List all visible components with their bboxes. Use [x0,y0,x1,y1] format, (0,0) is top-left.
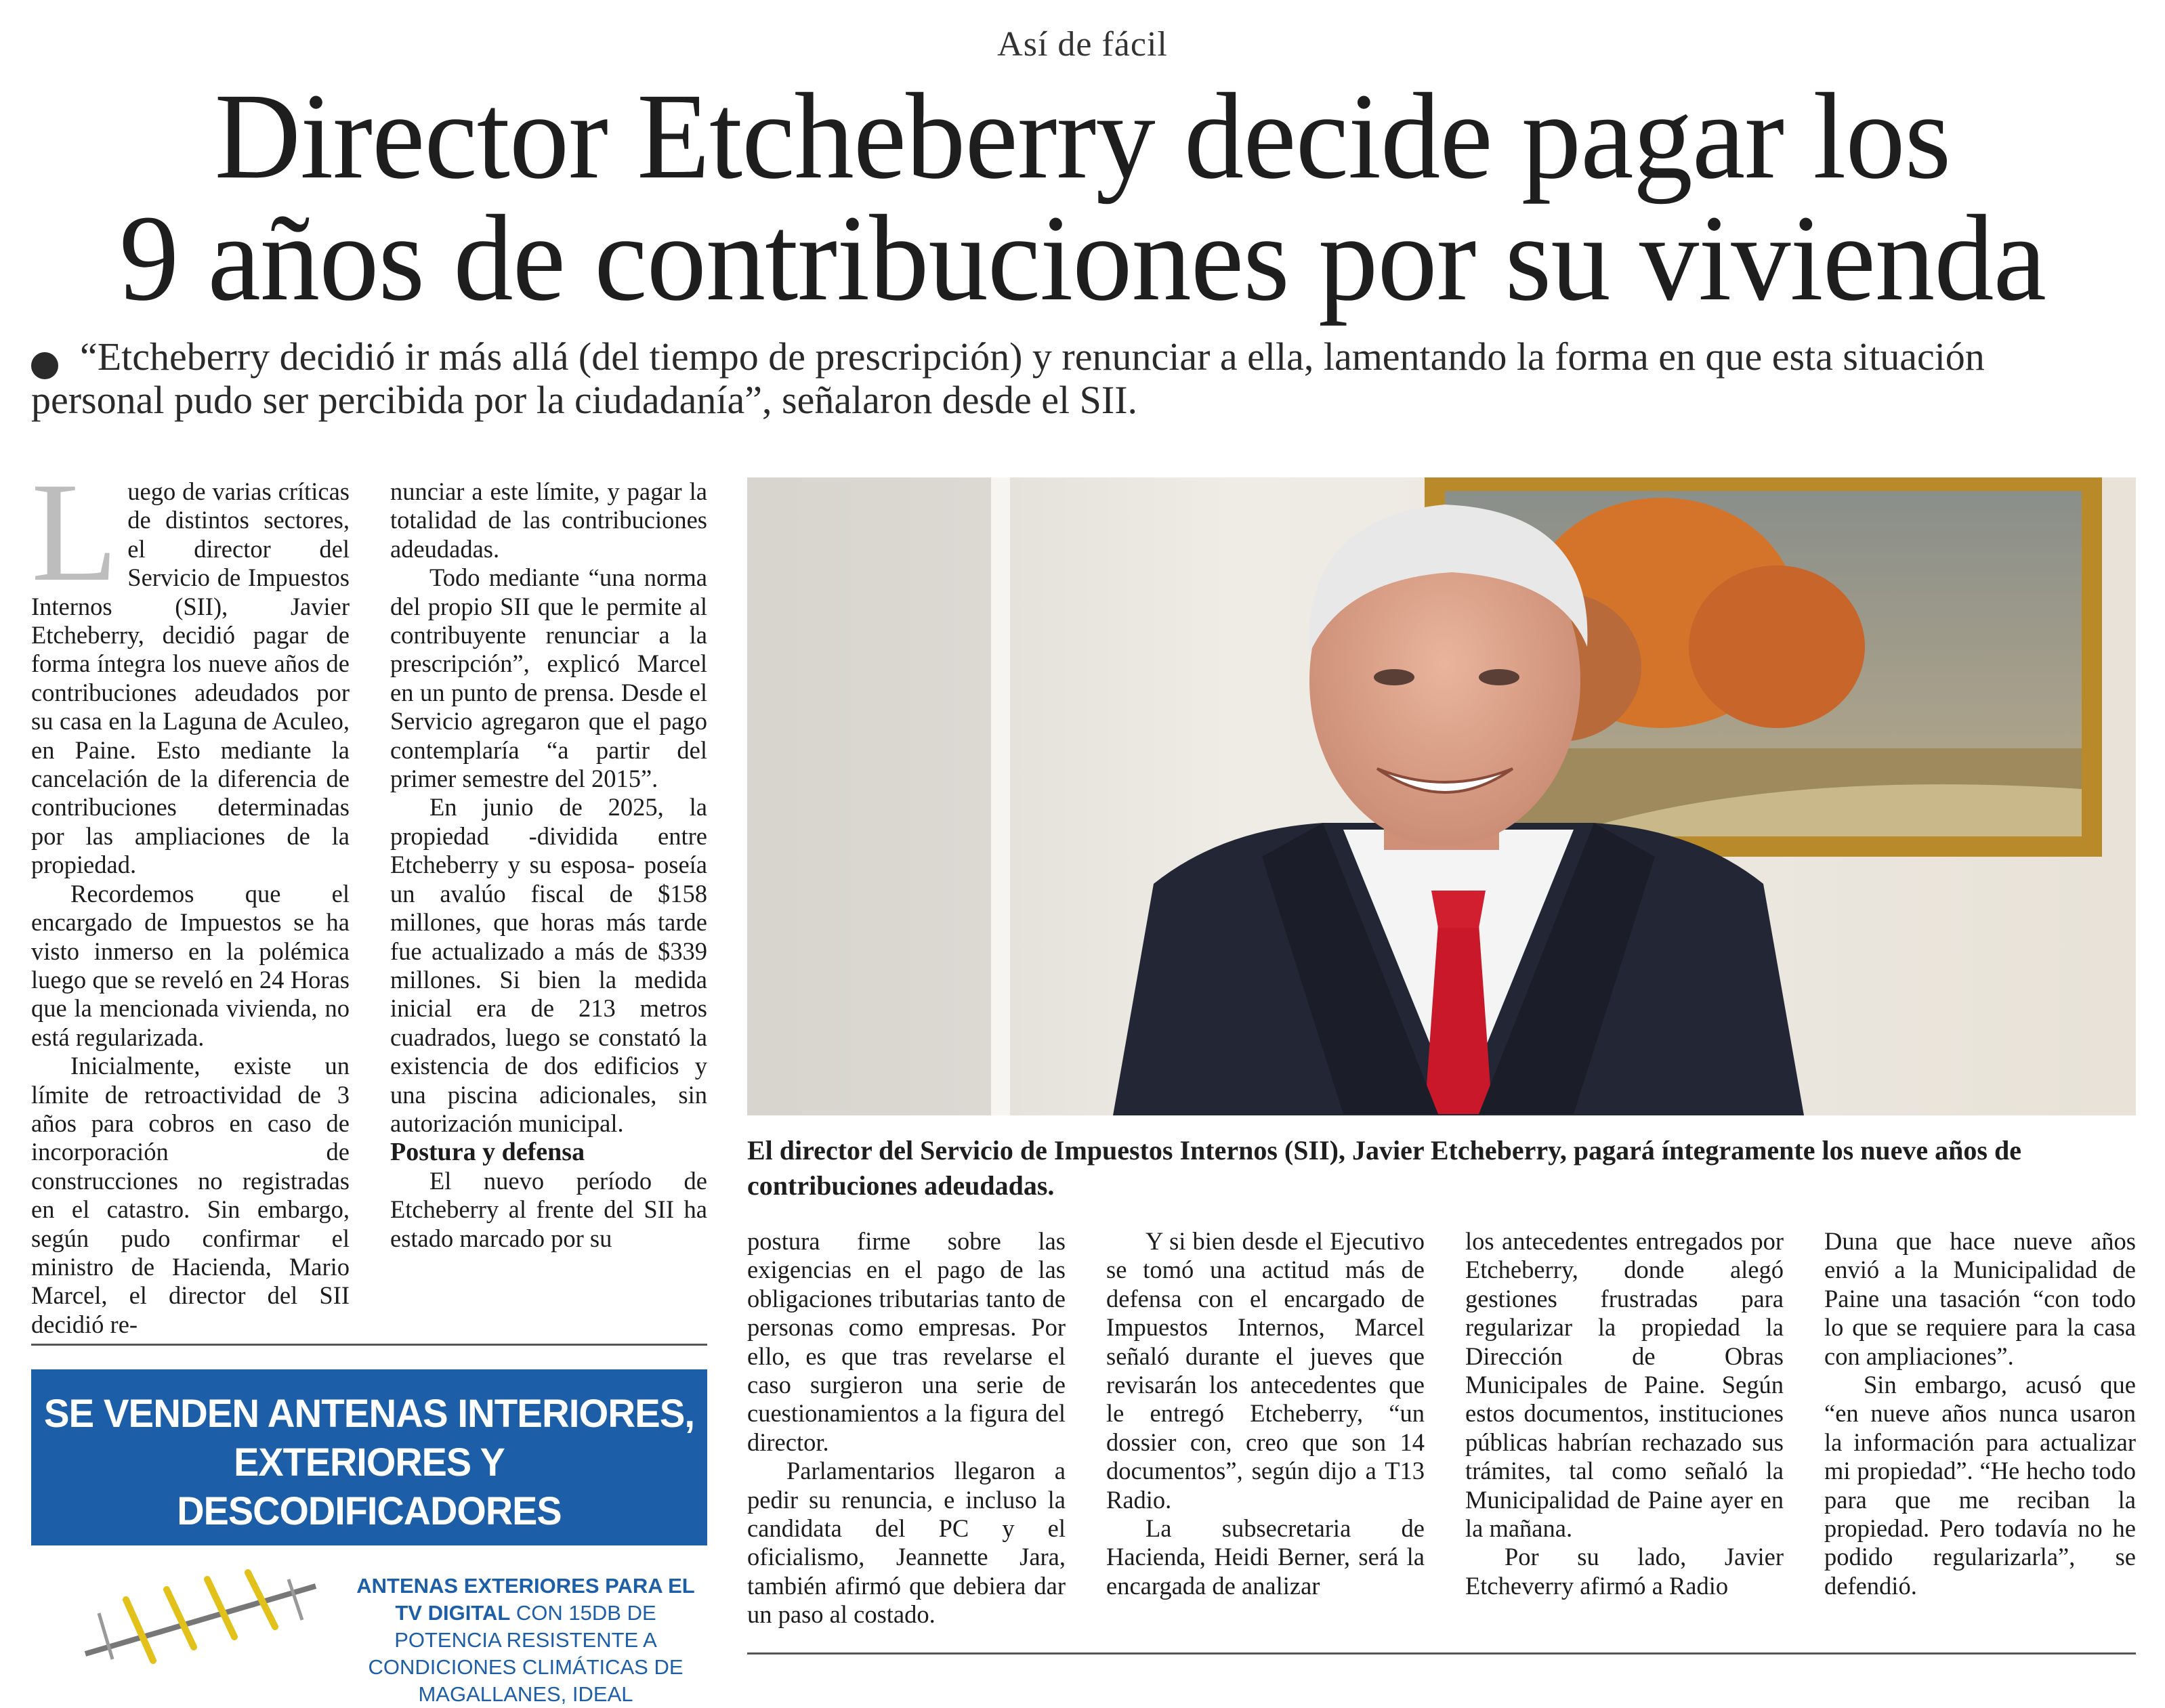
paragraph: Recordemos que el encargado de Impuestos se ha visto inmerso en la polémica luego que se reveló en 24 Horas que la mencionada vivienda, no está regularizada. [31,879,350,1051]
ad-body-bold: ANTENAS EXTERIORES PARA EL TV DIGITAL [356,1574,695,1625]
antenna-icon [72,1573,329,1661]
paragraph: Por su lado, Javier Etcheverry afirmó a Radio [1465,1543,1784,1600]
headline-line-1: Director Etcheberry decide pagar los [214,68,1951,205]
subheading: Postura y defensa [390,1138,585,1167]
article-column-1 [31,454,350,1339]
paragraph: nunciar a este límite, y pagar la totalidad de las contribuciones adeudadas. [390,477,707,563]
ad-body [350,1573,702,1708]
paragraph: uego de varias críticas de distintos sectores, el director del Servicio de Impuestos Internos (SII), Javier Etcheberry, decidió pagar de forma íntegra los nueve años de contribuciones adeudados por su casa en la Laguna de Aculeo, en Paine. Esto mediante la cancelación de la diferencia de contribuciones determinadas por las ampliaciones de la propiedad. [31,477,350,879]
article-column-3 [747,1227,1066,1629]
ad-headline-line: PARA VER TV DIGITAL [163,1538,576,1582]
headline [0,68,2165,326]
paragraph: Parlamentarios llegaron a pedir su renuncia, e incluso la candidata del PC y el oficialismo, Jeannette Jara, también afirmó que debiera dar un paso al costado. [747,1457,1066,1629]
article-photo [747,477,2136,1115]
deck-text: “Etcheberry decidió ir más allá (del tiempo de prescripción) y renunciar a ella, lamentando la forma en que esta situación personal pudo ser percibida por la ciudadanía”, señalaron desde el SII. [31,335,1985,422]
drop-cap: L [31,454,119,611]
paragraph: En junio de 2025, la propiedad -dividida entre Etcheberry y su esposa- poseía un avalúo fiscal de $158 millones, que horas más tarde fue actualizado a más de $339 millones. Si bien la medida inicial era de 213 metros cuadrados, luego se constató la existencia de dos edificios y una piscina adicionales, sin autorización municipal. [390,793,707,1137]
divider [747,1652,2136,1654]
paragraph: Todo mediante “una norma del propio SII que le permite al contribuyente renunciar a la prescripción”, explicó Marcel en un punto de prensa. Desde el Servicio agregaron que el pago contemplaría “a partir del primer semestre del 2015”. [390,563,707,793]
paragraph: Sin embargo, acusó que “en nueve años nunca usaron la información para actualizar mi propiedad”. “He hecho todo para que me reciban la propiedad. Pero todavía no he podido regularizarla”, se defendió. [1824,1371,2136,1600]
photo-caption: El director del Servicio de Impuestos Internos (SII), Javier Etcheberry, pagará íntegramente los nueve años de contribuciones adeudadas. [747,1135,2021,1201]
paragraph: El nuevo período de Etcheberry al frente del SII ha estado marcado por su [390,1166,707,1252]
portrait-illustration [747,477,2136,1115]
divider [31,1344,707,1346]
ad-body-text: CON 15DB DE POTENCIA RESISTENTE A CONDICIONES CLIMÁTICAS DE MAGALLANES, IDEAL [368,1601,684,1706]
paragraph: Y si bien desde el Ejecutivo se tomó una actitud más de defensa con el encargado de Impuestos Internos, Marcel señaló durante el jueves que revisarán los antecedentes que le entregó Etcheberry, “un dossier con, creo que son 14 documentos”, según dijo a T13 Radio. [1106,1227,1425,1514]
paragraph: postura firme sobre las exigencias en el pago de las obligaciones tributarias tanto de personas como empresas. Por ello, es que tras revelarse el caso surgieron una serie de cuestionamientos a la figura del director. [747,1227,1066,1456]
ad-headline-line: SE VENDEN ANTENAS INTERIORES, [43,1392,695,1436]
article-column-4 [1106,1227,1425,1600]
article-column-2 [390,477,707,1253]
advertisement [31,1369,707,1706]
paragraph: Inicialmente, existe un límite de retroactividad de 3 años para cobros en caso de incorporación de construcciones no registradas en el catastro. Sin embargo, según pudo confirmar el ministro de Hacienda, Mario Marcel, el director del SII decidió re- [31,1052,350,1338]
deck [31,335,2097,422]
headline-line-2: 9 años de contribuciones por su vivienda [119,190,2046,326]
paragraph: Duna que hace nueve años envió a la Municipalidad de Paine una tasación “con todo lo que se requiere para la casa con ampliaciones”. [1824,1227,2136,1370]
article-column-6 [1824,1227,2136,1600]
paragraph: los antecedentes entregados por Etcheberry, donde alegó gestiones frustradas para regularizar la propiedad la Dirección de Obras Municipales de Paine. Según estos documentos, instituciones públicas habrían rechazado sus trámites, tal como señaló la Municipalidad de Paine ayer en la mañana. [1465,1227,1784,1543]
paragraph: La subsecretaria de Hacienda, Heidi Berner, será la encargada de analizar [1106,1514,1425,1600]
article-column-5 [1465,1227,1784,1600]
section-label: Así de fácil [997,25,1168,64]
ad-headline [31,1369,707,1582]
ad-headline-line: EXTERIORES Y DESCODIFICADORES [177,1440,562,1533]
